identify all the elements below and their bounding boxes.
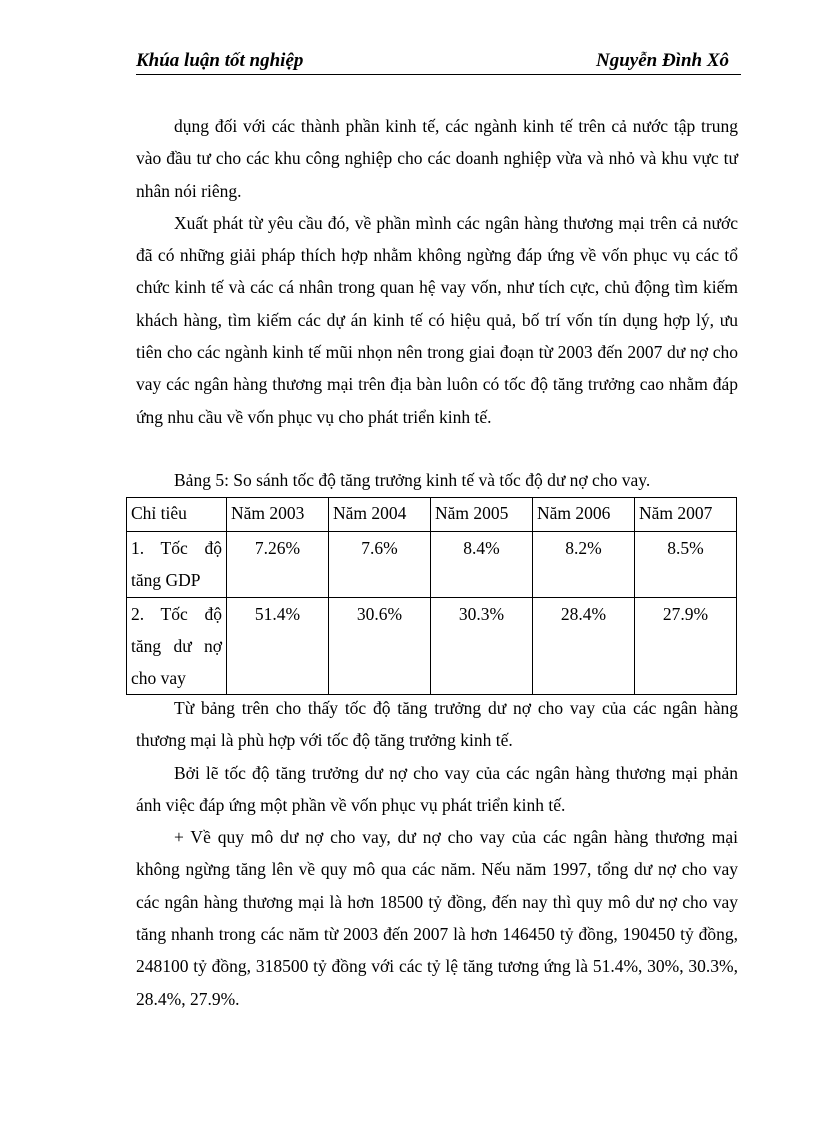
row-label: 2. Tốc độ tăng dư nợ cho vay [127, 598, 227, 695]
table-cell: 28.4% [533, 598, 635, 695]
table-cell: 30.3% [431, 598, 533, 695]
table-caption: Bảng 5: So sánh tốc độ tăng trưởng kinh tế và tốc độ dư nợ cho vay. [174, 470, 651, 490]
table-cell: 7.6% [329, 532, 431, 598]
paragraph: Từ bảng trên cho thấy tốc độ tăng trưởng dư nợ cho vay của các ngân hàng thương mại là phù hợp với tốc độ tăng trưởng kinh tế. [136, 698, 738, 751]
table-row [127, 532, 737, 598]
table-cell: 30.6% [329, 598, 431, 695]
column-header: Năm 2004 [329, 498, 431, 532]
table-cell: 8.2% [533, 532, 635, 598]
paragraph: Xuất phát từ yêu cầu đó, về phần mình các ngân hàng thương mại trên cả nước đã có những giải pháp thích hợp nhằm không ngừng đáp ứng về vốn phục vụ các tổ chức kinh tế và các cá nhân trong quan hệ vay vốn, như tích cực, chủ động tìm kiếm khách hàng, tìm kiếm các dự án kinh tế có hiệu quả, bố trí vốn tín dụng hợp lý, ưu tiên cho các ngành kinh tế mũi nhọn nên trong giai đoạn từ 2003 đến 2007 dư nợ cho vay các ngân hàng thương mại trên địa bàn luôn có tốc độ tăng trưởng cao nhằm đáp ứng nhu cầu về vốn phục vụ cho phát triển kinh tế. [136, 212, 738, 427]
column-header: Chỉ tiêu [127, 498, 227, 532]
header-title: Khúa luận tốt nghiệp [136, 50, 304, 71]
paragraph: dụng đối với các thành phần kinh tế, các ngành kinh tế trên cả nước tập trung vào đầu tư cho các khu công nghiệp cho các doanh nghiệp vừa và nhỏ và khu vực tư nhân nói riêng. [136, 116, 738, 201]
column-header: Năm 2007 [635, 498, 737, 532]
text-block-after [136, 692, 738, 1015]
paragraph: Bởi lẽ tốc độ tăng trưởng dư nợ cho vay của các ngân hàng thương mại phản ánh việc đáp ứng một phần về vốn phục vụ phát triển kinh tế. [136, 762, 738, 815]
table-cell: 27.9% [635, 598, 737, 695]
header-author: Nguyễn Đình Xô [595, 50, 729, 71]
table-row [127, 598, 737, 695]
table-cell: 8.5% [635, 532, 737, 598]
table-header-row [127, 498, 737, 532]
row-label: 1. Tốc độ tăng GDP [127, 532, 227, 598]
table-cell: 51.4% [227, 598, 329, 695]
comparison-table [126, 497, 737, 695]
column-header: Năm 2003 [227, 498, 329, 532]
column-header: Năm 2005 [431, 498, 533, 532]
paragraph: + Về quy mô dư nợ cho vay, dư nợ cho vay của các ngân hàng thương mại không ngừng tăng lên về quy mô qua các năm. Nếu năm 1997, tổng dư nợ cho vay các ngân hàng thương mại là hơn 18500 tỷ đồng, đến nay thì quy mô dư nợ cho vay tăng nhanh trong các năm từ 2003 đến 2007 là hơn 146450 tỷ đồng, 190450 tỷ đồng, 248100 tỷ đồng, 318500 tỷ đồng với các tỷ lệ tăng tương ứng là 51.4%, 30%, 30.3%, 28.4%, 27.9%. [136, 827, 738, 1009]
table-cell: 8.4% [431, 532, 533, 598]
column-header: Năm 2006 [533, 498, 635, 532]
table-cell: 7.26% [227, 532, 329, 598]
text-block-before [136, 110, 738, 433]
page-header [136, 48, 741, 75]
